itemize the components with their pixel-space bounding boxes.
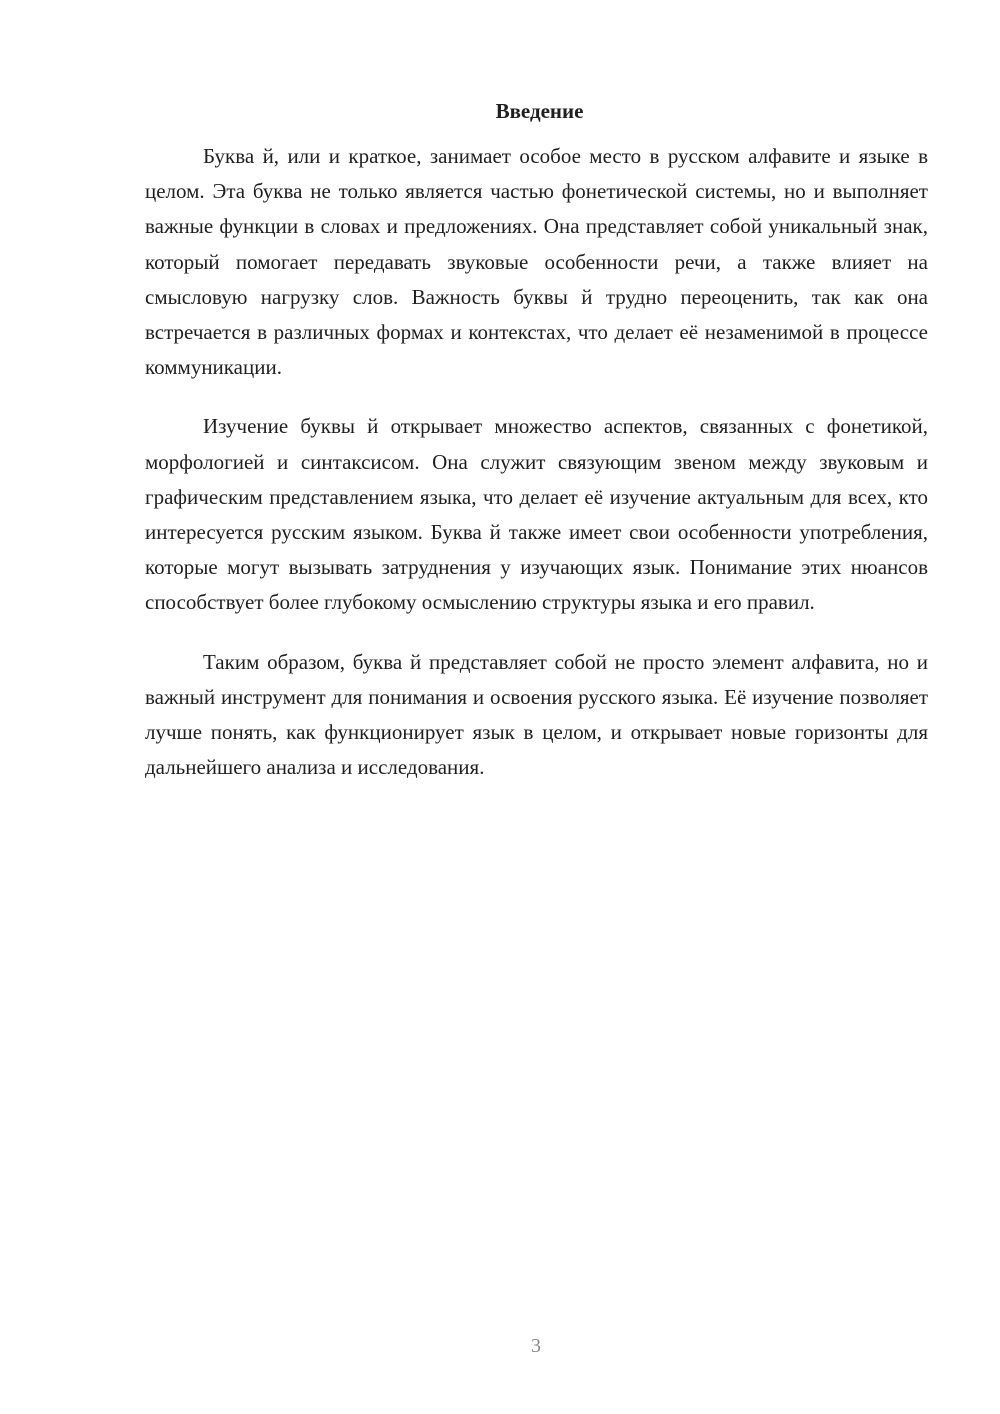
body-paragraph-2: Изучение буквы й открывает множество аспектов, связанных с фонетикой, морфологией и синтаксисом. Она служит связующим звеном между звуковым и графическим представлением языка, что делает её изучение актуальным для всех, кто интересуется русским языком. Буква й также имеет свои особенности употребления, которые могут вызывать затруднения у изучающих язык. Понимание этих нюансов способствует более глубокому осмыслению структуры языка и его правил. xyxy=(145,414,928,615)
page-content xyxy=(145,96,928,809)
section-title: Введение xyxy=(495,99,584,123)
body-paragraph-1: Буква й, или и краткое, занимает особое место в русском алфавите и языке в целом. Эта буква не только является частью фонетической системы, но и выполняет важные функции в словах и предложениях. Она представляет собой уникальный знак, который помогает передавать звуковые особенности речи, а также влияет на смысловую нагрузку слов. Важность буквы й трудно переоценить, так как она встречается в различных формах и контекстах, что делает её незаменимой в процессе коммуникации. xyxy=(145,144,928,380)
page-number: 3 xyxy=(531,1335,541,1357)
body-paragraph-3: Таким образом, буква й представляет собой не просто элемент алфавита, но и важный инструмент для понимания и освоения русского языка. Её изучение позволяет лучше понять, как функционирует язык в целом, и открывает новые горизонты для дальнейшего анализа и исследования. xyxy=(145,649,928,780)
